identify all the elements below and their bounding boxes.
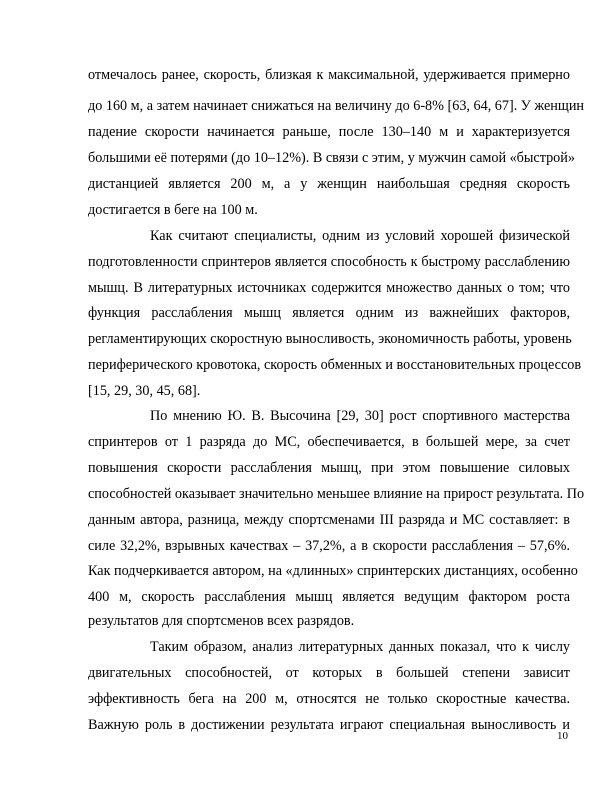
- paragraph-line: 400 м, скорость расслабления мышц является ведущим фактором роста: [88, 589, 570, 605]
- paragraph-line: мышц. В литературных источниках содержится множество данных о том; что: [88, 280, 570, 296]
- paragraph-line: Таким образом, анализ литературных данных показал, что к числу: [150, 639, 570, 655]
- paragraph-line: падение скорости начинается раньше, после 130–140 м и характеризуется: [88, 124, 570, 140]
- paragraph-line: регламентирующих скоростную выносливость, экономичность работы, уровень: [88, 331, 572, 347]
- paragraph-line: функция расслабления мышц является одним из важнейших факторов,: [88, 305, 570, 321]
- paragraph-line: спринтеров от 1 разряда до МС, обеспечивается, в большей мере, за счет: [88, 434, 570, 450]
- paragraph-line: до 160 м, а затем начинает снижаться на величину до 6-8% [63, 64, 67]. У женщин: [88, 98, 585, 114]
- paragraph-line: способностей оказывает значительно меньшее влияние на прирост результата. По: [88, 486, 585, 502]
- paragraph-line: подготовленности спринтеров является способность к быстрому расслаблению: [88, 254, 570, 270]
- paragraph-line: По мнению Ю. В. Высочина [29, 30] рост спортивного мастерства: [150, 408, 570, 424]
- paragraph-line: повышения скорости расслабления мышц, при этом повышение силовых: [88, 460, 570, 476]
- paragraph-line: силе 32,2%, взрывных качествах – 37,2%, а в скорости расслабления – 57,6%.: [88, 538, 570, 554]
- paragraph-line: Как считают специалисты, одним из условий хорошей физической: [150, 228, 570, 244]
- paragraph-line: эффективность бега на 200 м, относятся не только скоростные качества.: [88, 691, 570, 707]
- paragraph-line: достигается в беге на 100 м.: [88, 202, 258, 218]
- paragraph-line: Важную роль в достижении результата играют специальная выносливость и: [88, 717, 570, 733]
- paragraph-line: данным автора, разница, между спортсменами III разряда и МС составляет: в: [88, 512, 570, 528]
- paragraph-line: отмечалось ранее, скорость, близкая к максимальной, удерживается примерно: [88, 67, 570, 83]
- paragraph-line: дистанцией является 200 м, а у женщин наибольшая средняя скорость: [88, 176, 570, 192]
- page-number: 10: [557, 730, 568, 742]
- paragraph-line: двигательных способностей, от которых в большей степени зависит: [88, 665, 570, 681]
- paragraph-line: [15, 29, 30, 45, 68].: [88, 383, 201, 399]
- paragraph-line: Как подчеркивается автором, на «длинных» спринтерских дистанциях, особенно: [88, 563, 578, 579]
- paragraph-line: периферического кровотока, скорость обменных и восстановительных процессов: [88, 357, 582, 373]
- paragraph-line: результатов для спортсменов всех разрядов.: [88, 613, 355, 629]
- paragraph-line: большими её потерями (до 10–12%). В связи с этим, у мужчин самой «быстрой»: [88, 150, 575, 166]
